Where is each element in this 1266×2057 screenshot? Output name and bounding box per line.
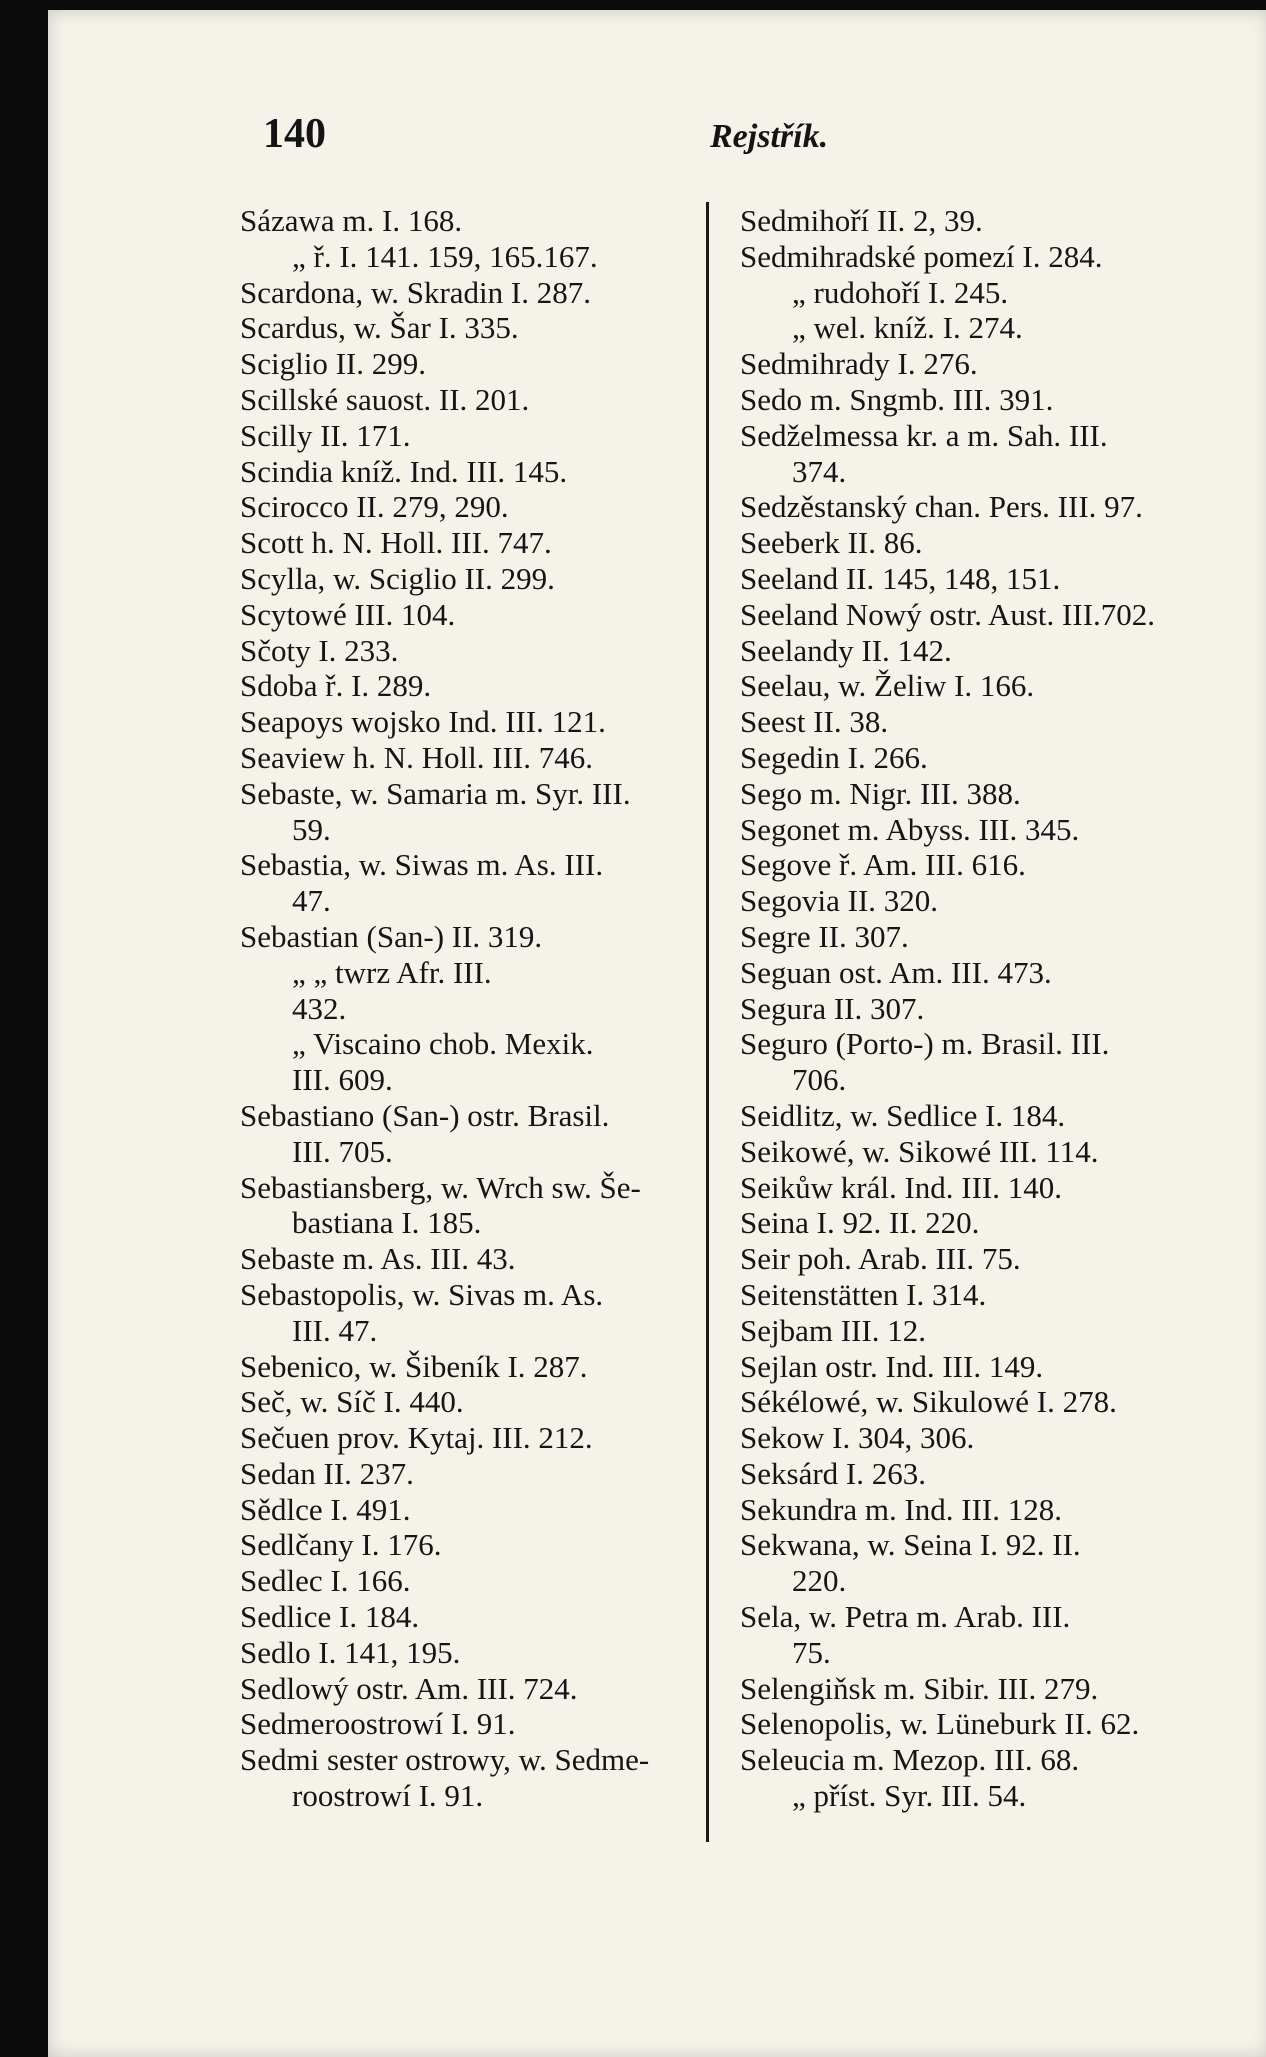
index-entry: Sčoty I. 233.: [240, 632, 399, 668]
index-entry: Sedlowý ostr. Am. III. 724.: [240, 1670, 578, 1706]
index-entry: roostrowí I. 91.: [292, 1778, 484, 1814]
index-entry: Scillské sauost. II. 201.: [240, 381, 530, 417]
index-entry: Sedzěstanský chan. Pers. III. 97.: [740, 489, 1143, 525]
index-entry: Seina I. 92. II. 220.: [740, 1205, 980, 1241]
index-entry: Scilly II. 171.: [240, 417, 411, 453]
index-entry: 374.: [792, 453, 847, 489]
index-entry: Segura II. 307.: [740, 990, 925, 1026]
index-entry: Sedmeroostrowí I. 91.: [240, 1706, 516, 1742]
index-entry: Seest II. 38.: [740, 704, 889, 740]
index-entry: Sázawa m. I. 168.: [240, 203, 463, 238]
index-entry: Seapoys wojsko Ind. III. 121.: [240, 704, 606, 740]
index-entry: Seguro (Porto-) m. Brasil. III.: [740, 1026, 1110, 1062]
index-entry: Scott h. N. Holl. III. 747.: [240, 525, 552, 561]
index-entry: Segovia II. 320.: [740, 883, 939, 919]
running-title: Rejstřík.: [710, 118, 829, 155]
index-entry: III. 705.: [292, 1133, 393, 1169]
index-entry: 47.: [292, 883, 331, 919]
index-entry: Scytowé III. 104.: [240, 596, 456, 632]
index-entry: Sědlce I. 491.: [240, 1491, 411, 1527]
index-entry: Scindia kníž. Ind. III. 145.: [240, 453, 568, 489]
index-entry: Selenopolis, w. Lüneburk II. 62.: [740, 1706, 1140, 1742]
index-entry: Seguan ost. Am. III. 473.: [740, 954, 1052, 990]
index-entry: Seelau, w. Želiw I. 166.: [740, 668, 1035, 704]
index-entry: „ ř. I. 141. 159, 165.167.: [292, 238, 598, 274]
index-entry: Sekwana, w. Seina I. 92. II.: [740, 1527, 1081, 1563]
book-page: [48, 10, 1266, 2057]
index-entry: Sedmihradské pomezí I. 284.: [740, 238, 1103, 274]
index-entry: 432.: [292, 990, 347, 1026]
index-entry: 706.: [792, 1062, 847, 1098]
index-entry: Seikowé, w. Sikowé III. 114.: [740, 1133, 1099, 1169]
index-entry: 59.: [292, 811, 331, 847]
index-entry: Sebastian (San-) II. 319.: [240, 918, 543, 954]
index-entry: Sebaste, w. Samaria m. Syr. III.: [240, 775, 631, 811]
index-entry: Seir poh. Arab. III. 75.: [740, 1241, 1021, 1277]
index-entry: „ rudohoří I. 245.: [792, 274, 1009, 310]
index-entry: Seeland Nowý ostr. Aust. III.702.: [740, 596, 1156, 632]
index-entry: Sedlčany I. 176.: [240, 1527, 442, 1563]
index-entry: Sečuen prov. Kytaj. III. 212.: [240, 1420, 593, 1456]
index-entry: Sebenico, w. Šibeník I. 287.: [240, 1348, 588, 1384]
index-entry: Sejbam III. 12.: [740, 1312, 926, 1348]
index-entry: Sedlice I. 184.: [240, 1599, 420, 1635]
index-entry: Sdoba ř. I. 289.: [240, 668, 432, 704]
page-number: 140: [263, 111, 326, 157]
index-entry: Seleucia m. Mezop. III. 68.: [740, 1742, 1080, 1778]
index-entry: Sedan II. 237.: [240, 1455, 414, 1491]
index-entry: Scylla, w. Sciglio II. 299.: [240, 560, 555, 596]
index-entry: Sékélowé, w. Sikulowé I. 278.: [740, 1384, 1117, 1420]
index-entry: Sedo m. Sngmb. III. 391.: [740, 381, 1054, 417]
index-column-left: [240, 203, 649, 1814]
index-entry: Segove ř. Am. III. 616.: [740, 847, 1026, 883]
index-entry: Sedlec I. 166.: [240, 1563, 411, 1599]
index-entry: Seksárd I. 263.: [740, 1455, 926, 1491]
index-entry: Scardus, w. Šar I. 335.: [240, 310, 519, 346]
index-column-right: [740, 203, 1155, 1814]
index-entry: Sciglio II. 299.: [240, 346, 426, 382]
index-entry: „ příst. Syr. III. 54.: [792, 1778, 1027, 1814]
index-entry: Sego m. Nigr. III. 388.: [740, 775, 1021, 811]
index-entry: Sedmihrady I. 276.: [740, 346, 978, 382]
index-entry: 220.: [792, 1563, 847, 1599]
index-entry: Sebastiano (San-) ostr. Brasil.: [240, 1097, 610, 1133]
index-entry: 75.: [792, 1634, 831, 1670]
index-entry: Sekow I. 304, 306.: [740, 1420, 975, 1456]
index-entry: Seeland II. 145, 148, 151.: [740, 560, 1061, 596]
index-entry: Seikůw král. Ind. III. 140.: [740, 1169, 1062, 1205]
index-entry: Sela, w. Petra m. Arab. III.: [740, 1599, 1071, 1635]
index-entry: Seelandy II. 142.: [740, 632, 952, 668]
index-entry: „ wel. kníž. I. 274.: [792, 310, 1023, 346]
index-entry: Seaview h. N. Holl. III. 746.: [240, 739, 593, 775]
index-entry: Sebaste m. As. III. 43.: [240, 1241, 516, 1277]
index-entry: Sedmi sester ostrowy, w. Sedme-: [240, 1742, 650, 1778]
index-entry: „ Viscaino chob. Mexik.: [292, 1026, 594, 1062]
index-entry: Scardona, w. Skradin I. 287.: [240, 274, 591, 310]
index-entry: Segonet m. Abyss. III. 345.: [740, 811, 1080, 847]
index-entry: Sebastopolis, w. Sivas m. As.: [240, 1276, 604, 1312]
index-entry: Sejlan ostr. Ind. III. 149.: [740, 1348, 1044, 1384]
index-entry: Sedlo I. 141, 195.: [240, 1634, 461, 1670]
index-entry: Sedmihoří II. 2, 39.: [740, 203, 983, 238]
index-entry: Segre II. 307.: [740, 918, 909, 954]
index-entry: Sekundra m. Ind. III. 128.: [740, 1491, 1062, 1527]
running-head: [48, 110, 1266, 170]
index-entry: bastiana I. 185.: [292, 1205, 482, 1241]
index-entry: Seidlitz, w. Sedlice I. 184.: [740, 1097, 1066, 1133]
index-entry: III. 47.: [292, 1312, 378, 1348]
index-entry: Sebastia, w. Siwas m. As. III.: [240, 847, 604, 883]
index-entry: Sedželmessa kr. a m. Sah. III.: [740, 417, 1108, 453]
index-entry: Segedin I. 266.: [740, 739, 928, 775]
index-entry: Scirocco II. 279, 290.: [240, 489, 509, 525]
index-entry: Seitenstätten I. 314.: [740, 1276, 987, 1312]
index-entry: Seč, w. Síč I. 440.: [240, 1384, 464, 1420]
index-entry: „ „ twrz Afr. III.: [292, 954, 492, 990]
index-entry: Seeberk II. 86.: [740, 525, 923, 561]
index-entry: Selengiňsk m. Sibir. III. 279.: [740, 1670, 1099, 1706]
column-rule: [706, 202, 709, 1842]
index-entry: III. 609.: [292, 1062, 393, 1098]
index-entry: Sebastiansberg, w. Wrch sw. Še-: [240, 1169, 641, 1205]
